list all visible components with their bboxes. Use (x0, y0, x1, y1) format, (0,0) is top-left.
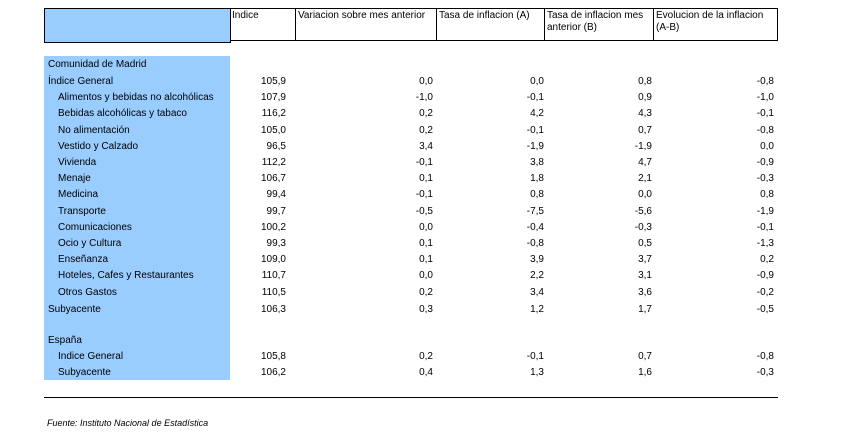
row-label: No alimentación (58, 124, 130, 136)
row-label: Subyacente (58, 367, 111, 379)
cell-value: -0,4 (526, 221, 544, 233)
header-tasa-a: Tasa de inflacion (A) (437, 8, 545, 41)
cell-value: 0,7 (638, 124, 652, 136)
cell-value: 3,7 (638, 254, 652, 266)
cell-value: -0,5 (415, 205, 433, 217)
cell-value: 0,2 (419, 286, 433, 298)
cell-value: -1,3 (756, 238, 774, 249)
cell-value: 4,7 (638, 157, 652, 168)
row-label: Menaje (58, 173, 91, 185)
table-row (0, 106, 848, 122)
cell-value: 0,7 (638, 351, 652, 362)
cell-value: 1,7 (638, 303, 652, 315)
table-row (0, 365, 848, 381)
cell-value: 1,2 (530, 303, 544, 315)
cell-value: 0,3 (419, 303, 433, 315)
cell-value: -0,3 (756, 173, 774, 185)
cell-value: 106,2 (260, 367, 286, 379)
cell-value: -1,0 (756, 92, 774, 104)
cell-value: 0,2 (760, 254, 774, 266)
row-label: Subyacente (48, 303, 101, 315)
row-label: Ocio y Cultura (58, 238, 122, 249)
cell-value: -0,8 (756, 124, 774, 136)
cell-value: -0,1 (526, 124, 544, 136)
cell-value: 2,2 (530, 270, 544, 282)
cell-value: 99,3 (266, 238, 286, 249)
header-label-cell (44, 8, 231, 43)
cell-value: 99,7 (266, 205, 286, 217)
table-row (0, 236, 848, 252)
cell-value: -0,9 (756, 157, 774, 168)
table-row (0, 139, 848, 155)
row-label: Vivienda (58, 157, 97, 168)
table-row (0, 302, 848, 318)
row-label: Otros Gastos (58, 286, 117, 298)
header-tasa-b: Tasa de inflacion mes anterior (B) (545, 8, 654, 41)
cell-value: 3,6 (638, 286, 652, 298)
cell-value: 4,3 (638, 108, 652, 120)
cell-value: -0,1 (756, 221, 774, 233)
cell-value: 99,4 (266, 189, 286, 201)
cell-value: 0,8 (530, 189, 544, 201)
table-row (0, 171, 848, 187)
table-row (0, 74, 848, 90)
cell-value: 110,5 (261, 286, 286, 298)
section-madrid (0, 57, 848, 73)
cell-value: 1,8 (530, 173, 544, 185)
table-row (0, 252, 848, 268)
cell-value: 3,1 (638, 270, 652, 282)
row-label: Índice General (48, 76, 114, 87)
cell-value: 3,4 (530, 286, 544, 298)
cell-value: -1,9 (526, 140, 544, 152)
row-label: Transporte (58, 205, 106, 217)
cell-value: -1,0 (415, 92, 433, 104)
table-row (0, 220, 848, 236)
table-row (0, 268, 848, 284)
cell-value: 0,2 (419, 108, 433, 120)
table-row (0, 349, 848, 365)
cell-value: 109,0 (260, 254, 286, 266)
cell-value: -1,9 (756, 205, 774, 217)
cell-value: 0,0 (419, 270, 433, 282)
row-label: Hoteles, Cafes y Restaurantes (58, 270, 194, 282)
row-label: Enseñanza (58, 254, 109, 266)
cell-value: -0,8 (526, 238, 544, 249)
header-indice: Indice (230, 8, 296, 41)
cell-value: 116,2 (261, 108, 286, 120)
cell-value: 0,0 (760, 140, 774, 152)
cell-value: 1,3 (530, 367, 544, 379)
cell-value: 105,0 (260, 124, 286, 136)
cell-value: 0,4 (419, 367, 433, 379)
table-row (0, 187, 848, 203)
table-row (0, 285, 848, 301)
cell-value: 0,0 (530, 76, 544, 87)
cell-value: 0,2 (419, 351, 433, 362)
cell-value: -0,1 (756, 108, 774, 120)
row-label: Bebidas alcohólicas y tabaco (58, 108, 187, 120)
cell-value: 0,5 (638, 238, 652, 249)
section-title: España (48, 335, 82, 346)
section-spain (0, 333, 848, 349)
cell-value: 0,0 (419, 221, 433, 233)
cell-value: 3,8 (530, 157, 544, 168)
cell-value: -1,9 (634, 140, 652, 152)
cell-value: 0,1 (419, 173, 433, 185)
cell-value: 0,0 (638, 189, 652, 201)
source-note: Fuente: Instituto Nacional de Estadística (47, 418, 209, 428)
table-bottom-rule (44, 397, 778, 398)
table-row (0, 90, 848, 106)
cell-value: -0,1 (415, 157, 433, 168)
cell-value: 105,8 (260, 351, 286, 362)
table-row (0, 123, 848, 139)
cell-value: 106,3 (260, 303, 286, 315)
header-evolucion: Evolucion de la inflacion (A-B) (654, 8, 778, 41)
cell-value: 112,2 (261, 157, 286, 168)
cell-value: 2,1 (638, 173, 652, 185)
cell-value: -0,2 (756, 286, 774, 298)
row-label: Indice General (58, 351, 124, 362)
table-row (0, 204, 848, 220)
cell-value: -0,3 (634, 221, 652, 233)
cell-value: 110,7 (261, 270, 286, 282)
header-variacion: Variacion sobre mes anterior (296, 8, 437, 41)
cell-value: 0,8 (760, 189, 774, 201)
cell-value: -7,5 (526, 205, 544, 217)
cell-value: -0,5 (756, 303, 774, 315)
cell-value: 0,1 (419, 254, 433, 266)
cell-value: 106,7 (260, 173, 286, 185)
row-label: Medicina (58, 189, 99, 201)
cell-value: -0,8 (756, 76, 774, 87)
cell-value: -0,1 (526, 351, 544, 362)
cell-value: -0,9 (756, 270, 774, 282)
cell-value: 1,6 (638, 367, 652, 379)
table-row (0, 155, 848, 171)
cell-value: -0,1 (526, 92, 544, 104)
cell-value: 0,9 (638, 92, 652, 104)
cell-value: 0,0 (419, 76, 433, 87)
cell-value: -0,1 (415, 189, 433, 201)
cell-value: 0,8 (638, 76, 652, 87)
cell-value: 3,9 (530, 254, 544, 266)
cell-value: -0,3 (756, 367, 774, 379)
cell-value: 96,5 (266, 140, 286, 152)
cell-value: 105,9 (260, 76, 286, 87)
cell-value: 0,1 (419, 238, 433, 249)
cell-value: -5,6 (634, 205, 652, 217)
cell-value: 4,2 (530, 108, 544, 120)
row-label: Vestido y Calzado (58, 140, 139, 152)
cell-value: 107,9 (260, 92, 286, 104)
cell-value: 0,2 (419, 124, 433, 136)
cell-value: 3,4 (419, 140, 433, 152)
row-label: Comunicaciones (58, 221, 132, 233)
cell-value: -0,8 (756, 351, 774, 362)
cell-value: 100,2 (260, 221, 286, 233)
row-label: Alimentos y bebidas no alcohólicas (58, 92, 214, 104)
section-title: Comunidad de Madrid (48, 59, 147, 70)
